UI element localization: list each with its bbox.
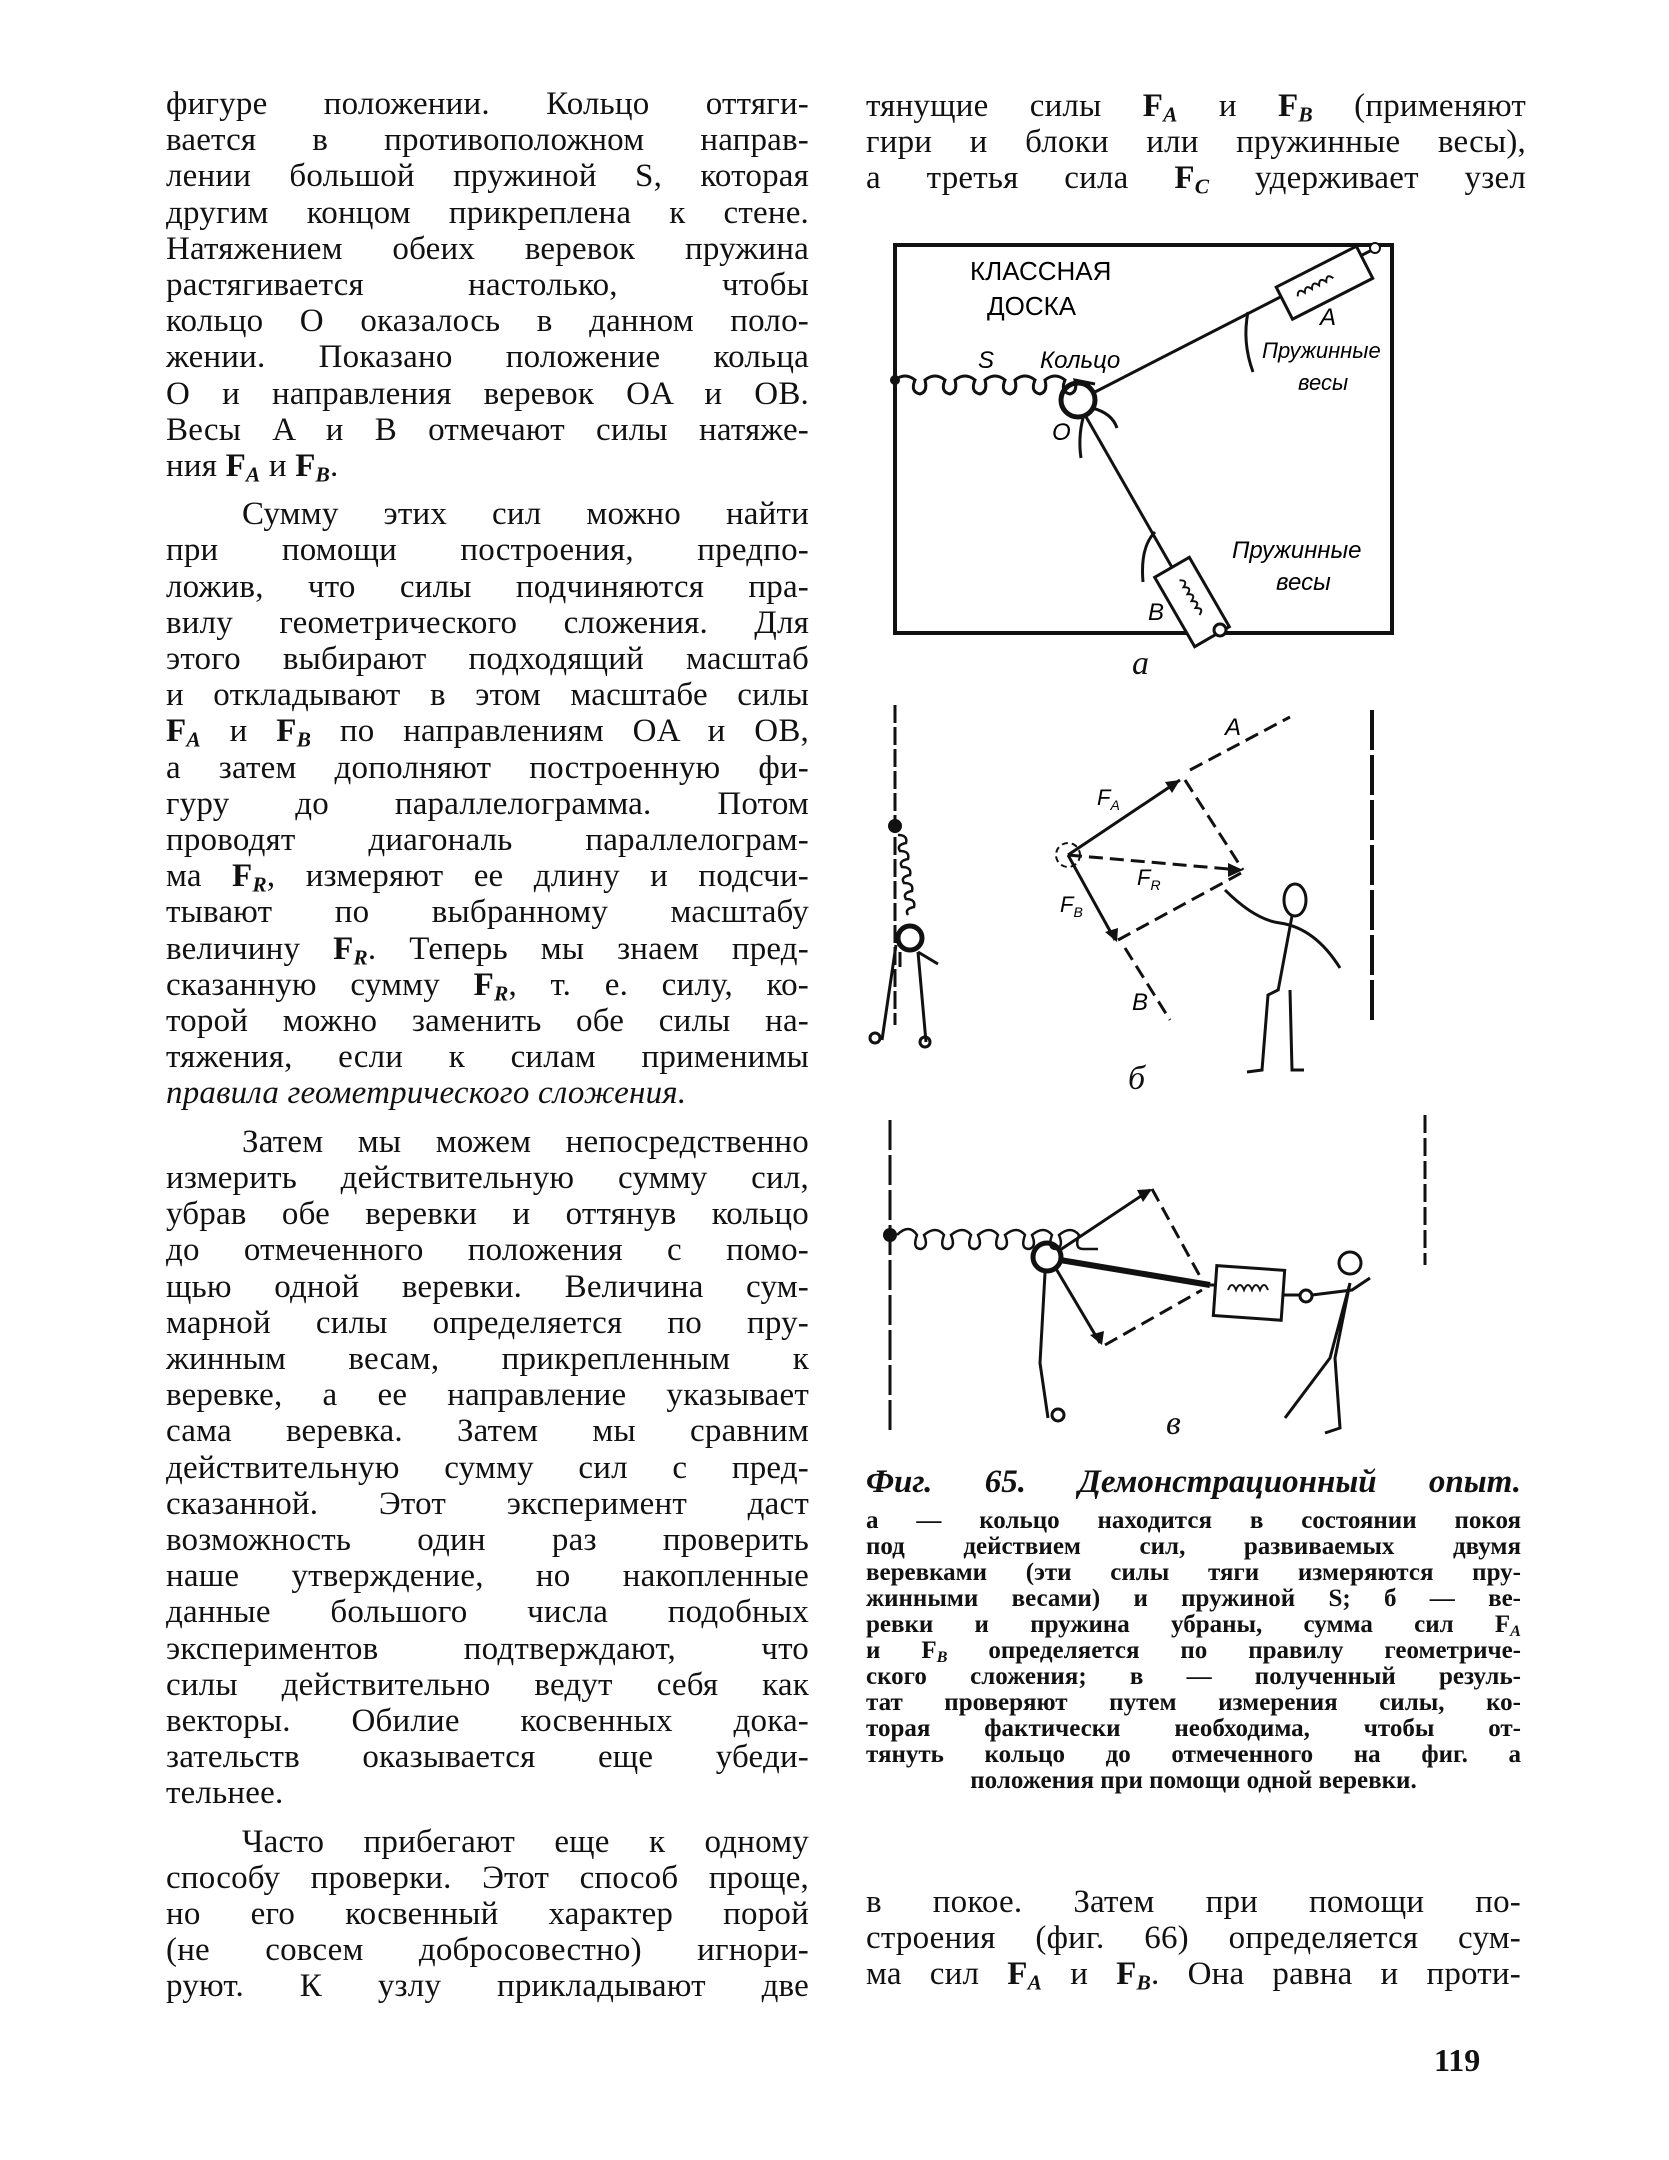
caption-line: под действием сил, развиваемых двумя — [866, 1533, 1521, 1560]
text-line: ма $F_R$, измеряют ее длину и подсчи- — [166, 858, 809, 897]
text-line: O и направления веревок OA и OB. — [166, 375, 809, 412]
text-line: жении. Показано положение кольца — [166, 339, 809, 376]
text-line: в покое. Затем при помощи по- — [866, 1884, 1521, 1920]
text-line: сказанную сумму $F_R$, т. е. силу, ко- — [166, 966, 809, 1006]
text-line: убрав обе веревки и оттянув кольцо — [166, 1196, 809, 1233]
text-line: наше утверждение, но накопленные — [166, 1558, 809, 1595]
board-title-1: КЛАССНАЯ — [970, 256, 1112, 286]
text-line: сама веревка. Затем мы сравним — [166, 1413, 809, 1450]
force-parallelogram-diagram — [860, 690, 1440, 1100]
caption-line: ского сложения; в — полученный резуль- — [866, 1663, 1521, 1690]
board-title-2: ДОСКА — [987, 291, 1077, 321]
text-line: растягивается настолько, чтобы — [166, 267, 809, 304]
text-line: (не совсем добросовестно) игнори- — [166, 1932, 809, 1969]
vector-fb-label: $F_B$ — [1060, 892, 1083, 920]
text-line: правила геометрического сложения. — [166, 1075, 687, 1112]
text-line: Часто прибегают еще к одному — [242, 1823, 809, 1860]
text-line: тывают по выбранному масштабу — [166, 894, 809, 931]
text-line: веревке, а ее направление указывает — [166, 1377, 809, 1414]
text-line: жинным весам, прикрепленным к — [166, 1340, 809, 1377]
text-line: данные большого числа подобных — [166, 1594, 809, 1631]
right-column-top — [866, 88, 1526, 197]
spring-label: S — [978, 347, 995, 374]
text-line: а третья сила $F_C$ удерживает узел — [866, 160, 1526, 199]
direction-a-label: A — [1225, 714, 1242, 741]
caption-line: ревки и пружина убраны, сумма сил $F_A$ — [866, 1611, 1521, 1641]
figure-panel-a — [880, 230, 1440, 682]
text-line: кольцо O оказалось в данном поло- — [166, 303, 809, 340]
caption-line: торая фактически необходима, чтобы от- — [866, 1715, 1521, 1742]
caption-title: Фиг. 65. Демонстрационный опыт. — [866, 1464, 1521, 1500]
text-line: щью одной веревки. Величина сум- — [166, 1268, 809, 1305]
text-line: Сумму этих сил можно найти — [242, 496, 809, 533]
text-line: тяжения, если к силам применимы — [166, 1039, 809, 1076]
vector-fr-label: $F_R$ — [1137, 865, 1161, 893]
text-line: этого выбирают подходящий масштаб — [166, 641, 809, 678]
text-line: другим концом прикреплена к стене. — [166, 194, 809, 231]
text-line: при помощи построения, предпо- — [166, 532, 809, 569]
text-line: проводят диагональ параллелограм- — [166, 822, 809, 859]
left-column — [166, 86, 809, 2005]
paragraph-2 — [166, 496, 809, 1111]
text-line: сказанной. Этот эксперимент даст — [166, 1485, 809, 1522]
text-line: руют. К узлу прикладывают две — [166, 1968, 809, 2005]
text-line: гуру до параллелограмма. Потом — [166, 785, 809, 822]
direction-b-label: B — [1132, 989, 1149, 1016]
figure-panel-c — [860, 1105, 1540, 1450]
paragraph-3 — [166, 1124, 809, 1812]
right-column-bottom — [866, 1884, 1521, 1993]
text-line: тянущие силы $F_A$ и $F_B$ (применяют — [866, 88, 1526, 127]
text-line: и откладывают в этом масштабе силы — [166, 677, 809, 714]
text-line: измерить действительную сумму сил, — [166, 1159, 809, 1196]
scale-a-label: A — [1320, 304, 1337, 331]
scale-a-text-1: Пружинные — [1262, 338, 1381, 363]
caption-line: положения при помощи одной веревки. — [970, 1767, 1417, 1794]
paragraph-1 — [166, 86, 809, 487]
text-line: вается в противоположном направ- — [166, 122, 809, 159]
text-line: зательств оказывается еще убеди- — [166, 1739, 809, 1776]
text-line: лении большой пружиной S, которая — [166, 158, 809, 195]
caption-line: жинными весами) и пружиной S; б — ве- — [866, 1585, 1521, 1612]
text-line: марной силы определяется по пру- — [166, 1304, 809, 1341]
text-line: действительную сумму сил с пред- — [166, 1449, 809, 1486]
panel-b-label: б — [1128, 1060, 1146, 1097]
text-line: Затем мы можем непосредственно — [242, 1123, 809, 1160]
ring-point-label: O — [1052, 419, 1071, 446]
panel-c-label: в — [1166, 1405, 1181, 1442]
scale-b-label: B — [1148, 599, 1165, 626]
blackboard-diagram — [880, 230, 1440, 660]
caption-line: тянуть кольцо до отмеченного на фиг. а — [866, 1741, 1521, 1768]
caption-line: тат проверяют путем измерения силы, ко- — [866, 1689, 1521, 1716]
caption-line: и $F_B$ определяется по правилу геометриче- — [866, 1637, 1522, 1667]
panel-a-label: а — [1132, 645, 1149, 682]
text-line: гири и блоки или пружинные весы), — [866, 124, 1526, 161]
caption-line: веревками (эти силы тяги измеряются пру- — [866, 1559, 1521, 1586]
vector-fa-label: $F_A$ — [1097, 785, 1120, 813]
page-number: 119 — [1434, 2042, 1481, 2078]
text-line: Натяжением обеих веревок пружина — [166, 230, 809, 267]
caption-line: а — кольцо находится в состоянии покоя — [866, 1507, 1521, 1534]
text-line: ма сил $F_A$ и $F_B$. Она равна и проти- — [866, 1956, 1521, 1995]
scale-b-text-1: Пружинные — [1232, 537, 1362, 564]
text-line: величину $F_R$. Теперь мы знаем пред- — [166, 930, 809, 970]
text-line: $F_A$ и $F_B$ по направлениям OA и OB, — [166, 713, 809, 752]
scale-b-text-2: весы — [1276, 569, 1331, 596]
text-line: способу проверки. Этот способ проще, — [166, 1859, 809, 1896]
scale-a-text-2: весы — [1298, 370, 1349, 395]
text-line: а затем дополняют построенную фи- — [166, 749, 809, 786]
text-line: силы действительно ведут себя как — [166, 1666, 809, 1703]
text-line: тельнее. — [166, 1775, 284, 1812]
text-line: векторы. Обилие косвенных дока- — [166, 1702, 809, 1739]
figure-panel-b — [860, 690, 1440, 1100]
text-line: торой можно заменить обе силы на- — [166, 1003, 809, 1040]
measurement-diagram — [860, 1105, 1540, 1450]
text-line: вилу геометрического сложения. Для — [166, 604, 809, 641]
figure-caption — [866, 1462, 1521, 1794]
text-line: Весы A и B отмечают силы натяже- — [166, 411, 809, 448]
text-line: ния $F_A$ и $F_B$. — [166, 448, 339, 487]
paragraph-4 — [166, 1824, 809, 2005]
text-line: фигуре положении. Кольцо оттяги- — [166, 86, 809, 122]
text-line: ложив, что силы подчиняются пра- — [166, 568, 809, 605]
text-line: до отмеченного положения с помо- — [166, 1232, 809, 1269]
text-line: строения (фиг. 66) определяется сум- — [866, 1920, 1521, 1957]
text-line: возможность один раз проверить — [166, 1521, 809, 1558]
ring-label: Кольцо — [1040, 347, 1121, 374]
text-line: но его косвенный характер порой — [166, 1895, 809, 1932]
text-line: экспериментов подтверждают, что — [166, 1630, 809, 1667]
